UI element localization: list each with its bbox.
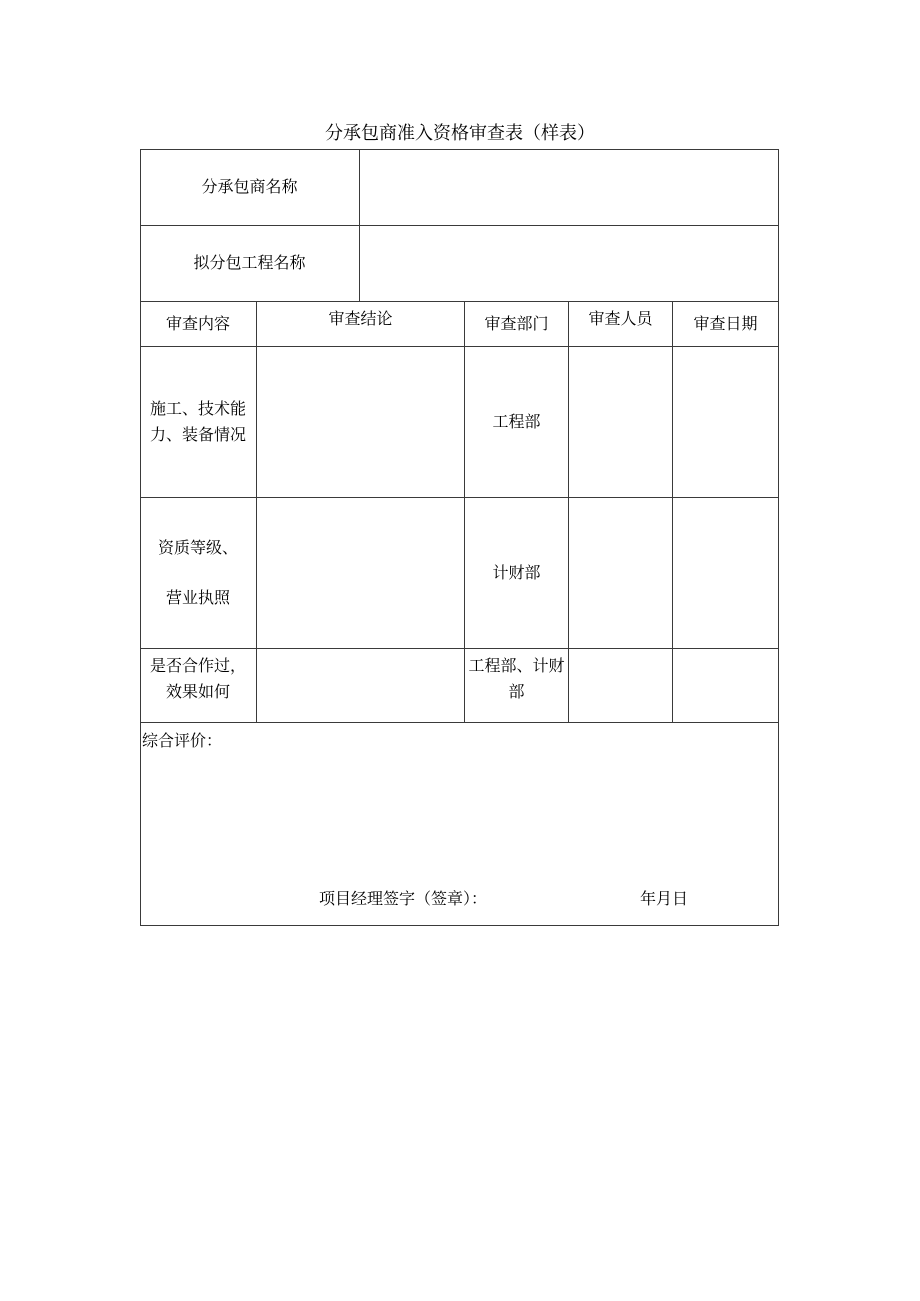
review-department-cell — [465, 347, 568, 497]
header-review-date: 审查日期 — [693, 314, 758, 333]
review-content-line: 是否合作过， — [149, 656, 246, 675]
header-reviewer: 审查人员 — [588, 309, 653, 328]
review-content-cell — [140, 498, 256, 648]
reviewer-field[interactable] — [569, 649, 672, 722]
department-line: 工程部、计财 — [468, 656, 565, 675]
reviewer-field[interactable] — [569, 498, 672, 648]
review-conclusion-field[interactable] — [257, 347, 464, 497]
table-border-right — [778, 149, 779, 926]
review-date-field[interactable] — [673, 649, 778, 722]
review-date-field[interactable] — [673, 347, 778, 497]
review-content-line: 效果如何 — [165, 682, 230, 701]
review-conclusion-field[interactable] — [257, 649, 464, 722]
review-content-line: 资质等级、 — [157, 538, 238, 557]
project-name-field[interactable] — [360, 226, 778, 301]
project-manager-signature-label: 项目经理签字（签章）： — [319, 889, 488, 908]
review-conclusion-field[interactable] — [257, 498, 464, 648]
department-line: 部 — [508, 682, 525, 701]
table-border-bottom — [140, 925, 779, 926]
department-line: 计财部 — [492, 563, 541, 582]
form-title: 分承包商准入资格审查表（样表） — [325, 123, 595, 144]
reviewer-field[interactable] — [569, 347, 672, 497]
subcontractor-name-field[interactable] — [360, 149, 778, 225]
table-rule — [140, 722, 779, 723]
review-content-cell — [140, 347, 256, 497]
review-date-field[interactable] — [673, 498, 778, 648]
signature-date-label: 年月日 — [640, 889, 689, 908]
header-review-content: 审查内容 — [165, 314, 230, 333]
header-review-conclusion: 审查结论 — [328, 309, 393, 328]
department-line: 工程部 — [492, 412, 541, 431]
project-name-label: 拟分包工程名称 — [193, 253, 306, 272]
review-content-line: 营业执照 — [165, 588, 230, 607]
review-content-line: 施工、技术能 — [149, 399, 246, 418]
review-content-cell — [140, 649, 256, 722]
review-department-cell — [465, 649, 568, 722]
review-form-table — [140, 149, 779, 926]
header-review-department: 审查部门 — [484, 314, 549, 333]
subcontractor-name-label: 分承包商名称 — [201, 177, 298, 196]
review-content-line: 力、装备情况 — [149, 425, 246, 444]
overall-evaluation-label: 综合评价： — [142, 731, 223, 750]
review-department-cell — [465, 498, 568, 648]
